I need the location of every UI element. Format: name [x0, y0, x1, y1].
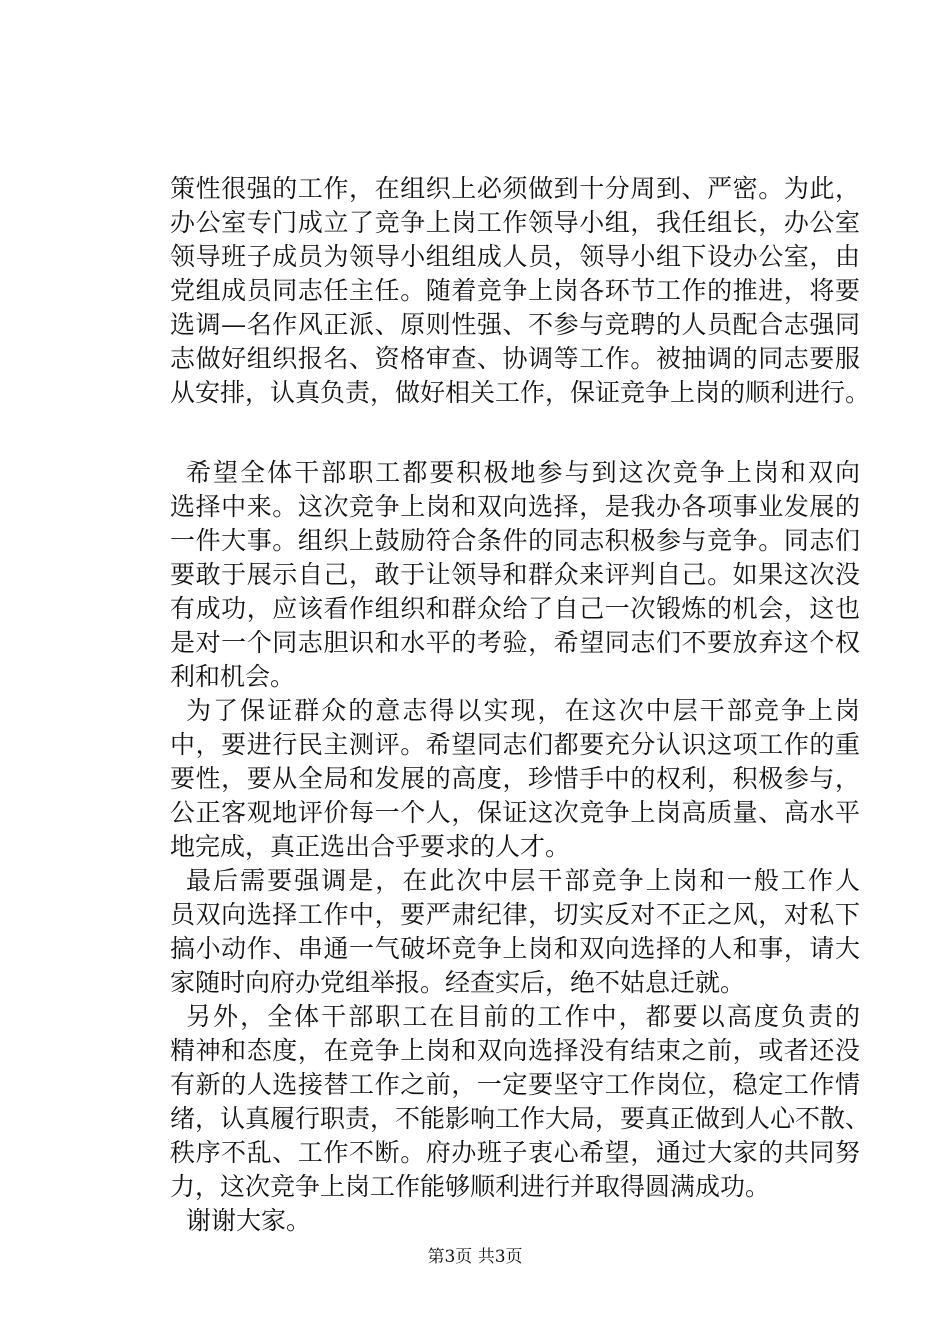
text-line: 选择中来。这次竞争上岗和双向选择，是我办各项事业发展的: [170, 492, 860, 521]
text-line: 要敢于展示自己，敢于让领导和群众来评判自己。如果这次没: [170, 560, 860, 589]
text-line: 一件大事。组织上鼓励符合条件的同志积极参与竞争。同志们: [170, 526, 860, 555]
text-line: 有成功，应该看作组织和群众给了自己一次锻炼的机会，这也: [170, 594, 860, 623]
text-line: 力，这次竞争上岗工作能够顺利进行并取得圆满成功。: [170, 1172, 771, 1201]
paragraph: [170, 694, 860, 864]
text-line: 党组成员同志任主任。随着竞争上岗各环节工作的推进，将要: [170, 276, 860, 305]
paragraph: [170, 864, 860, 1000]
paragraph: [170, 1000, 871, 1204]
text-line: 中，要进行民主测评。希望同志们都要充分认识这项工作的重: [170, 730, 860, 759]
text-line: 从安排，认真负责，做好相关工作，保证竞争上岗的顺利进行。: [170, 378, 871, 407]
text-line: 绪，认真履行职责，不能影响工作大局，要真正做到人心不散、: [170, 1104, 871, 1133]
text-line: 公正客观地评价每一个人，保证这次竞争上岗高质量、高水平: [170, 798, 860, 827]
text-line: 搞小动作、串通一气破坏竞争上岗和双向选择的人和事，请大: [170, 934, 860, 963]
text-line: 另外，全体干部职工在目前的工作中，都要以高度负责的: [186, 1002, 860, 1031]
paragraph-gap: [170, 410, 860, 456]
document-body: [170, 172, 871, 1238]
text-line: 选调—名作风正派、原则性强、不参与竞聘的人员配合志强同: [170, 310, 860, 339]
page-number-footer: 第3页 共3页: [427, 1247, 523, 1267]
text-line: 希望全体干部职工都要积极地参与到这次竞争上岗和双向: [186, 458, 860, 487]
text-line: 有新的人选接替工作之前，一定要坚守工作岗位，稳定工作情: [170, 1070, 860, 1099]
text-line: 办公室专门成立了竞争上岗工作领导小组，我任组长，办公室: [170, 208, 860, 237]
text-line: 利和机会。: [170, 662, 296, 691]
text-line: 地完成，真正选出合乎要求的人才。: [170, 832, 571, 861]
text-line: 精神和态度，在竞争上岗和双向选择没有结束之前，或者还没: [170, 1036, 860, 1065]
paragraph: [170, 1204, 860, 1238]
text-line: 要性，要从全局和发展的高度，珍惜手中的权利，积极参与，: [170, 764, 860, 793]
text-line: 是对一个同志胆识和水平的考验，希望同志们不要放弃这个权: [170, 628, 860, 657]
text-line: 秩序不乱、工作不断。府办班子衷心希望，通过大家的共同努: [170, 1138, 860, 1167]
text-line: 谢谢大家。: [186, 1206, 312, 1235]
text-line: 策性很强的工作，在组织上必须做到十分周到、严密。为此，: [170, 174, 860, 203]
text-line: 最后需要强调是，在此次中层干部竞争上岗和一般工作人: [186, 866, 860, 895]
paragraph: [170, 456, 860, 694]
text-line: 领导班子成员为领导小组组成人员，领导小组下设办公室，由: [170, 242, 860, 271]
paragraph: [170, 172, 871, 410]
text-line: 家随时向府办党组举报。经查实后，绝不姑息迁就。: [170, 968, 746, 997]
text-line: 员双向选择工作中，要严肃纪律，切实反对不正之风，对私下: [170, 900, 860, 929]
text-line: 志做好组织报名、资格审查、协调等工作。被抽调的同志要服: [170, 344, 860, 373]
text-line: 为了保证群众的意志得以实现，在这次中层干部竞争上岗: [186, 696, 860, 725]
